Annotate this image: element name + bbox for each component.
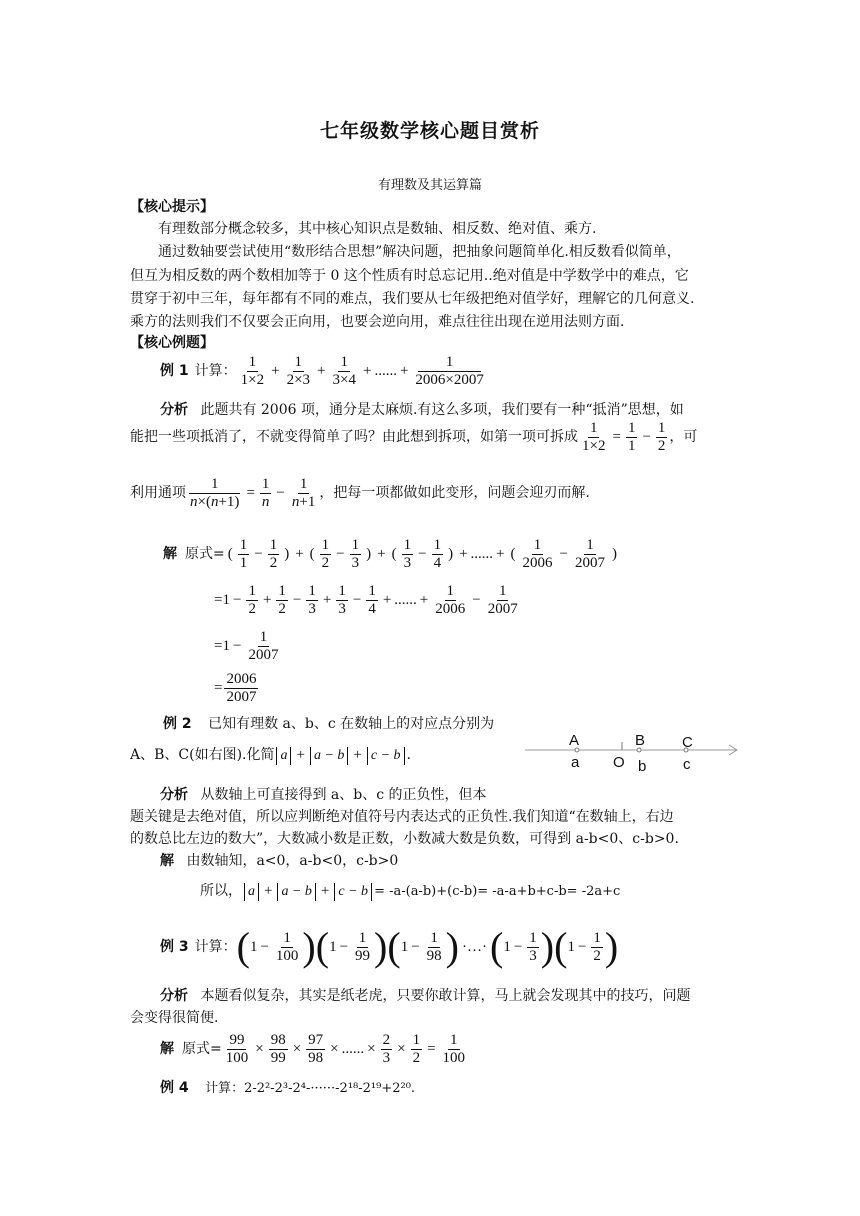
example-2-label: 例 2 xyxy=(163,716,192,732)
example-2-line-1 xyxy=(163,714,494,735)
solution-prefix: 原式= xyxy=(182,1041,222,1057)
example-1-solution-line-4 xyxy=(214,671,260,706)
example-3-problem: 例 3 计算： ( 1 − $\frac{1}{100}$ ) ( 1 − $\frac{1}{99}$ ) ( 1 − $\frac{1}{98}$ ) ·…· ( 1 − $\frac{1}{3}$ ) ( 1 − $\frac{1}{2}$ ) xyxy=(160,924,619,969)
fraction: $\frac{1}{n+1}$ xyxy=(291,476,316,510)
analysis-text: 本题看似复杂，其实是纸老虎，只要你敢计算，马上就会发现其中的技巧，问题 xyxy=(200,988,691,1004)
example-4-problem xyxy=(160,1078,415,1099)
fraction-denominator: 2007 xyxy=(248,647,279,663)
equation-start: =1 xyxy=(214,638,230,654)
tips-paragraph-2-line-3: 贯穿于初中三年，每年都有不同的难点，我们要从七年级把绝对值学好，理解它的几何意义. xyxy=(130,291,695,307)
fraction-denominator: 2006 xyxy=(435,601,466,617)
equation-start: =1 xyxy=(214,592,230,608)
fraction-denominator: 2007 xyxy=(226,689,257,705)
example-4-label: 例 4 xyxy=(160,1080,189,1096)
analysis-text: 此题共有 2006 项，通分是太麻烦.有这么多项，我们要有一种“抵消”思想，如 xyxy=(200,402,684,418)
solution-label: 解 xyxy=(163,546,177,562)
fraction: $\frac{1}{2006\times 2007}$ xyxy=(415,354,484,388)
ellipsis: ...... xyxy=(341,1041,365,1057)
tips-paragraph-2-line-1: 通过数轴要尝试使用“数形结合思想”解决问题，把抽象问题简单化.相反数看似简单， xyxy=(158,244,681,260)
example-4-text: 计算：2-2²-2³-2⁴-······-2¹⁸-2¹⁹+2²⁰. xyxy=(205,1081,416,1096)
point-B-label: B xyxy=(635,732,646,749)
example-2-analysis-line-2: 题关键是去绝对值，所以应判断绝对值符号内表达式的正负性.我们知道“在数轴上，右边 xyxy=(130,809,674,825)
fraction-denominator: 2006 xyxy=(522,555,553,571)
example-2-solution-line-1 xyxy=(160,851,398,872)
fraction: $\frac{1}{n}$ xyxy=(261,476,270,510)
examples-heading: 【核心例题】 xyxy=(130,335,214,351)
example-1-solution-line-3: =1 − $\frac{1}{2007}$ xyxy=(214,629,279,663)
fraction: $\frac{1}{1\times 2}$ xyxy=(240,354,265,388)
example-2-solution-line-2: 所以， a + a − b + c − b = -a-(a-b)+(c-b)= -a-a+b+c-b= -2a+c xyxy=(200,881,620,902)
solution-label: 解 xyxy=(160,853,174,869)
example-2-line-2: A、B、C(如右图).化简 a + a − b + c − b . xyxy=(130,745,411,766)
analysis-label: 分析 xyxy=(160,787,188,803)
example-2-text: A、B、C(如右图).化简 xyxy=(130,747,275,763)
example-1-label: 例 1 xyxy=(160,363,189,379)
tips-heading: 【核心提示】 xyxy=(130,199,214,215)
solution-text: 所以， xyxy=(200,883,242,899)
analysis-text: 能把一些项抵消了，不就变得简单了吗？由此想到拆项，如第一项可拆成 xyxy=(130,429,578,445)
fraction-denominator: 2007 xyxy=(574,555,605,571)
point-A-label: A xyxy=(569,732,580,749)
analysis-text: ，把每一项都做如此变形，问题会迎刃而解. xyxy=(319,485,590,501)
example-2-text: . xyxy=(406,747,411,763)
tips-paragraph-2-line-2: 但互为相反数的两个数相加等于 0 这个性质有时总忘记用..绝对值是中学数学中的难点，它 xyxy=(130,268,689,284)
number-line-axis xyxy=(521,734,743,778)
tips-paragraph-2-line-4: 乘方的法则我们不仅要会正向用，也要会逆向用，难点往往出现在逆用法则方面. xyxy=(130,314,625,330)
example-2-text: 已知有理数 a、b、c 在数轴上的对应点分别为 xyxy=(208,716,495,732)
ellipsis: ...... xyxy=(394,592,417,608)
point-C-label: C xyxy=(682,734,693,751)
example-1-solution-line-2: =1 − $\frac{1}{2}$ + $\frac{1}{2}$ − $\frac{1}{3}$ + $\frac{1}{3}$ − $\frac{1}{4}$ + ...... + $\frac{1}{2006}$ − $\frac{1}{2007}$ xyxy=(214,583,518,617)
page-title: 七年级数学核心题目赏析 xyxy=(319,120,540,142)
fraction-numerator: 2006 xyxy=(226,671,257,687)
solution-label: 解 xyxy=(160,1041,174,1057)
value-c-label: c xyxy=(683,756,691,773)
analysis-text: 从数轴上可直接得到 a、b、c 的正负性，但本 xyxy=(200,787,487,803)
example-3-prompt: 计算： xyxy=(194,938,237,955)
ellipsis: ...... xyxy=(470,546,494,562)
value-a-label: a xyxy=(571,754,580,771)
ellipsis: ...... xyxy=(374,363,397,379)
analysis-label: 分析 xyxy=(160,402,188,418)
analysis-text: ，可 xyxy=(669,429,698,445)
tips-paragraph-1: 有理数部分概念较多，其中核心知识点是数轴、相反数、绝对值、乘方. xyxy=(158,221,597,237)
fraction: $\frac{1}{1}$ xyxy=(627,420,636,454)
fraction: $\frac{1}{2}$ xyxy=(657,420,666,454)
example-2-analysis-line-1 xyxy=(160,785,487,806)
fraction: $\frac{1}{n\times(n+1)}$ xyxy=(190,476,240,510)
solution-prefix: 原式= xyxy=(185,546,225,562)
example-1-solution-line-1: 解 原式= ( $\frac{1}{1}$ − $\frac{1}{2}$ ) + ( $\frac{1}{2}$ − $\frac{1}{3}$ ) + ( $\frac{1}{3}$ − $\frac{1}{4}$ ) + ...... + ( $\frac{1}{2006}$ − $\frac{1}{2007}$ ) xyxy=(163,537,617,571)
example-1-analysis-line-1 xyxy=(160,400,684,421)
page-subtitle: 有理数及其运算篇 xyxy=(377,178,482,193)
example-3-analysis-line-1 xyxy=(160,986,690,1007)
example-1-analysis-line-3: 利用通项 $\frac{1}{n\times(n+1)}$ = $\frac{1}{n}$ − $\frac{1}{n+1}$ ，把每一项都做如此变形，问题会迎刃而解. xyxy=(130,476,590,510)
fraction-denominator: 2007 xyxy=(487,601,518,617)
solution-text: = -a-(a-b)+(c-b)= -a-a+b+c-b= -2a+c xyxy=(374,884,621,899)
value-b-label: b xyxy=(638,758,647,775)
number-line-diagram xyxy=(521,734,743,778)
fraction: $\frac{1}{2\times 3}$ xyxy=(286,354,311,388)
example-1-problem: 例 1 计算： $\frac{1}{1\times 2}$ + $\frac{1}{2\times 3}$ + $\frac{1}{3\times 4}$ + ...... + $\frac{1}{2006\times 2007}$ xyxy=(160,354,484,388)
equation-start: = xyxy=(214,680,223,696)
analysis-label: 分析 xyxy=(160,988,188,1004)
fraction: $\frac{1}{1\times 2}$ xyxy=(582,420,606,454)
example-1-analysis-line-2: 能把一些项抵消了，不就变得简单了吗？由此想到拆项，如第一项可拆成 $\frac{1}{1\times 2}$ = $\frac{1}{1}$ − $\frac{1}{2}$ ，可 xyxy=(130,420,698,454)
example-3-solution: 解 原式= $\frac{99}{100}$ × $\frac{98}{99}$ × $\frac{97}{98}$ × ...... × $\frac{2}{3}$ × $\frac{1}{2}$ = $\frac{1}{100}$ xyxy=(160,1032,466,1066)
origin-O-label: O xyxy=(613,754,625,771)
solution-text: 由数轴知，a<0，a-b<0，c-b>0 xyxy=(186,853,399,869)
example-3-label: 例 3 xyxy=(160,938,189,955)
example-1-prompt: 计算： xyxy=(194,363,237,379)
analysis-text: 利用通项 xyxy=(130,485,186,501)
example-2-analysis-line-3: 的数总比左边的数大”，大数减小数是正数，小数减大数是负数，可得到 a-b<0、c-b>0. xyxy=(130,831,679,847)
example-3-analysis-line-2: 会变得很简便. xyxy=(130,1010,219,1026)
fraction: $\frac{1}{3\times 4}$ xyxy=(332,354,356,388)
